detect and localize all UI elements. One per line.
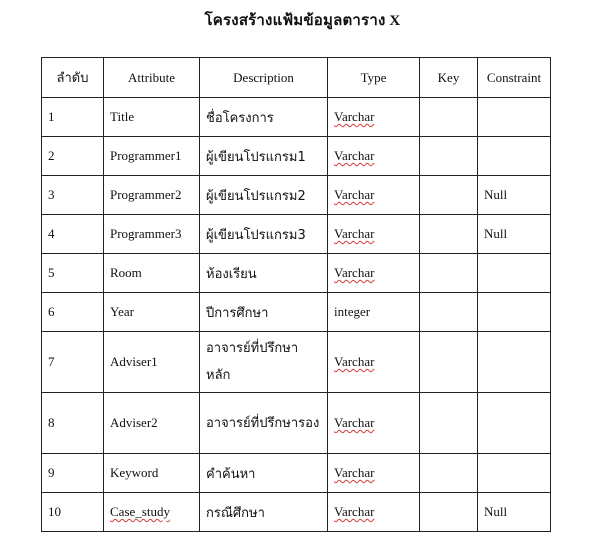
header-constraint: Constraint [478,58,551,98]
cell-description: อาจารย์ที่ปรึกษารอง [200,393,328,454]
cell-attribute [104,493,200,532]
header-order: ลำดับ [42,58,104,98]
cell-description: ผู้เขียนโปรแกรม3 [200,215,328,254]
cell-order: 2 [42,137,104,176]
cell-key [420,215,478,254]
cell-constraint: Null [478,215,551,254]
cell-attribute: Keyword [104,454,200,493]
cell-constraint [478,98,551,137]
cell-order: 8 [42,393,104,454]
cell-key [420,332,478,393]
cell-description: ผู้เขียนโปรแกรม2 [200,176,328,215]
cell-type [328,454,420,493]
header-key: Key [420,58,478,98]
cell-order: 3 [42,176,104,215]
header-type: Type [328,58,420,98]
cell-type [328,137,420,176]
cell-constraint [478,332,551,393]
cell-description: ชื่อโครงการ [200,98,328,137]
table-header-row [42,58,551,98]
cell-key [420,493,478,532]
type-text: Varchar [334,226,375,241]
cell-type [328,98,420,137]
cell-attribute: Title [104,98,200,137]
cell-order: 1 [42,98,104,137]
type-text: Varchar [334,415,375,430]
cell-description: คำค้นหา [200,454,328,493]
cell-type [328,493,420,532]
cell-type [328,176,420,215]
table-row [42,454,551,493]
cell-attribute: Programmer1 [104,137,200,176]
cell-description: กรณีศึกษา [200,493,328,532]
type-text: Varchar [334,148,375,163]
cell-key [420,254,478,293]
cell-order: 5 [42,254,104,293]
cell-key [420,137,478,176]
table-structure [41,57,551,532]
table-row [42,293,551,332]
cell-key [420,98,478,137]
cell-description: ปีการศึกษา [200,293,328,332]
cell-attribute: Adviser2 [104,393,200,454]
type-text: Varchar [334,354,375,369]
cell-description: อาจารย์ที่ปรึกษาหลัก [200,332,328,393]
cell-key [420,393,478,454]
cell-constraint [478,137,551,176]
attribute-text: Case_study [110,504,170,519]
type-text: Varchar [334,465,375,480]
table-row [42,176,551,215]
document-title: โครงสร้างแฟ้มข้อมูลตาราง X [204,13,401,29]
header-attribute: Attribute [104,58,200,98]
type-text: Varchar [334,109,375,124]
cell-constraint [478,454,551,493]
cell-constraint [478,254,551,293]
cell-key [420,454,478,493]
cell-order: 9 [42,454,104,493]
cell-description: ห้องเรียน [200,254,328,293]
cell-type [328,393,420,454]
cell-type [328,293,420,332]
cell-order: 10 [42,493,104,532]
cell-order: 4 [42,215,104,254]
cell-attribute: Programmer3 [104,215,200,254]
cell-constraint: Null [478,493,551,532]
cell-key [420,176,478,215]
cell-order: 6 [42,293,104,332]
cell-type [328,332,420,393]
type-text: integer [334,304,371,319]
cell-attribute: Room [104,254,200,293]
table-row [42,215,551,254]
table-row [42,493,551,532]
cell-type [328,254,420,293]
header-description: Description [200,58,328,98]
cell-order: 7 [42,332,104,393]
cell-attribute: Programmer2 [104,176,200,215]
type-text: Varchar [334,265,375,280]
type-text: Varchar [334,504,375,519]
cell-constraint [478,393,551,454]
table-row [42,393,551,454]
cell-attribute: Adviser1 [104,332,200,393]
table-row [42,254,551,293]
cell-constraint: Null [478,176,551,215]
table-row [42,98,551,137]
table-row [42,137,551,176]
type-text: Varchar [334,187,375,202]
cell-description: ผู้เขียนโปรแกรม1 [200,137,328,176]
cell-type [328,215,420,254]
cell-constraint [478,293,551,332]
cell-attribute: Year [104,293,200,332]
cell-key [420,293,478,332]
table-row [42,332,551,393]
